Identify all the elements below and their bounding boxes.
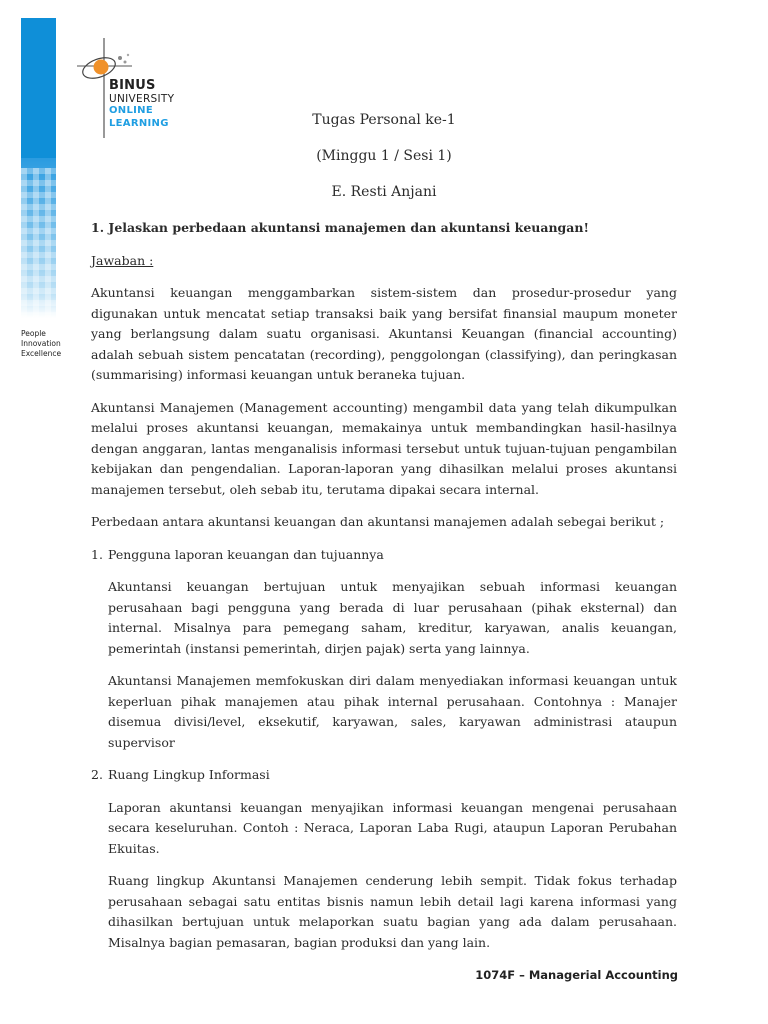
list-item-paragraph: Akuntansi keuangan bertujuan untuk menyajikan sebuah informasi keuangan perusahaan bagi pengguna yang berada di luar perusahaan (pihak eksternal) dan internal. Misalnya para pemegang saham, kreditur, karyawan, analis keuangan, pemerintah (instansi pemerintah, dirjen pajak) serta yang lainnya. — [108, 579, 677, 656]
title-block — [91, 110, 677, 202]
paragraph-differences-intro: Perbedaan antara akuntansi keuangan dan akuntansi manajemen adalah sebegai berikut ; — [91, 514, 665, 529]
list-item-paragraph: Ruang lingkup Akuntansi Manajemen cenderung lebih sempit. Tidak fokus terhadap perusahaan sebagai satu entitas bisnis namun lebih detail lagi karena informasi yang dihasilkan bertujuan untuk melaporkan suatu bagian yang ada dalam perusahaan. Misalnya bagian pemasaran, bagian produksi dan yang lain. — [108, 873, 677, 950]
logo-university-text: UNIVERSITY — [109, 92, 175, 105]
tagline-innovation: Innovation — [21, 339, 61, 348]
tagline-people: People — [21, 329, 46, 338]
paragraph-financial-accounting: Akuntansi keuangan menggambarkan sistem-sistem dan prosedur-prosedur yang digunakan untuk mencatat setiap transaksi baik yang bersifat finansial maupum moneter yang berlangsung dalam suatu organisasi. Akuntansi Keuangan (financial accounting) adalah sebuah sistem pencatatan (recording), penggolongan (classifying), dan peringkasan (summarising) informasi keuangan untuk beraneka tujuan. — [91, 285, 677, 382]
list-item-heading — [91, 765, 677, 786]
logo-online-text: ONLINE — [109, 105, 153, 116]
question-text: 1. Jelaskan perbedaan akuntansi manajemen dan akuntansi keuangan! — [91, 220, 589, 235]
answer-label: Jawaban : — [91, 252, 154, 268]
list-item-paragraph: Laporan akuntansi keuangan menyajikan informasi keuangan mengenai perusahaan secara keseluruhan. Contoh : Neraca, Laporan Laba Rugi, ataupun Laporan Perubahan Ekuitas. — [108, 799, 677, 856]
document-body — [91, 110, 677, 965]
assignment-session: (Minggu 1 / Sesi 1) — [316, 148, 452, 164]
author-name: E. Resti Anjani — [331, 184, 437, 200]
tagline-excellence: Excellence — [21, 349, 62, 358]
list-item-heading — [91, 545, 677, 566]
decorative-side-strip — [21, 18, 56, 318]
list-item-number: 2. — [91, 767, 103, 782]
list-item-body — [108, 577, 677, 753]
assignment-title: Tugas Personal ke-1 — [312, 112, 456, 128]
paragraph-management-accounting: Akuntansi Manajemen (Management accounting) mengambil data yang telah dikumpulkan melalui proses akuntansi keuangan, memakainya untuk membandingkan hasil-hasilnya dengan anggaran, lantas menganalisis informasi tersebut untuk tujuan-tujuan pengambilan kebijakan dan pengendalian. Laporan-laporan yang dihasilkan melalui proses akuntansi manajemen tersebut, oleh sebab itu, terutama dipakai secara internal. — [91, 399, 677, 497]
page-footer: 1074F – Managerial Accounting — [475, 968, 678, 982]
list-item-body — [108, 798, 677, 954]
list-item-paragraph: Akuntansi Manajemen memfokuskan diri dalam menyediakan informasi keuangan untuk keperluan pihak manajemen atau pihak internal perusahaan. Contohnya : Manajer disemua divisi/level, eksekutif, karyawan, sales, karyawan administrasi ataupun supervisor — [108, 673, 677, 750]
list-item-title: Pengguna laporan keuangan dan tujuannya — [108, 546, 384, 562]
tagline — [21, 329, 61, 359]
logo-learning-text: LEARNING — [109, 117, 169, 129]
list-item-title: Ruang Lingkup Informasi — [108, 767, 270, 782]
list-item-number: 1. — [91, 546, 103, 562]
logo-binus-text: BINUS — [109, 78, 156, 93]
